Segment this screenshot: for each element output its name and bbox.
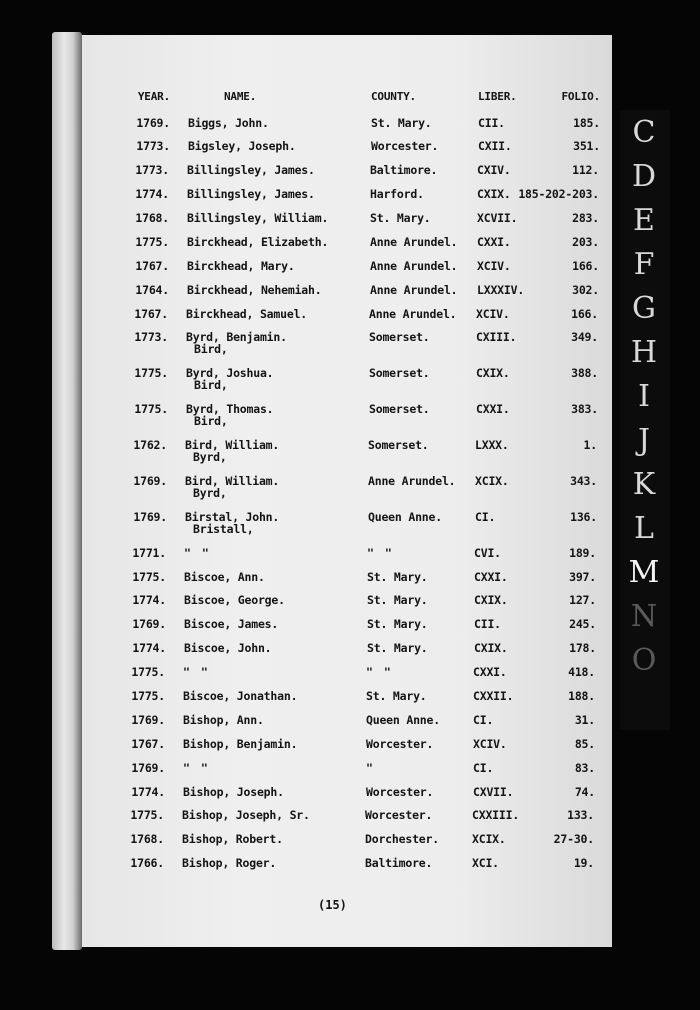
row-county: Somerset. [368, 438, 429, 452]
row-year: 1774. [132, 641, 166, 655]
row-liber: CVI. [474, 546, 501, 560]
row-folio: 418. [568, 665, 595, 679]
row-county: " " [367, 546, 394, 560]
row-folio: 74. [574, 785, 595, 799]
row-folio: 185. [573, 116, 600, 130]
row-county: Baltimore. [365, 856, 433, 870]
row-name: Bird, William. [185, 474, 280, 488]
index-tab-l: L [634, 511, 654, 546]
row-folio: 166. [571, 307, 598, 321]
index-tab-d: D [631, 159, 657, 194]
row-name: " " [184, 546, 211, 560]
row-year: 1762. [133, 438, 167, 452]
row-liber: CXXI. [476, 402, 510, 416]
row-year: 1767. [131, 737, 165, 751]
row-folio: 112. [572, 163, 599, 177]
row-county: St. Mary. [371, 116, 432, 130]
row-year: 1769. [133, 510, 167, 524]
index-tab-f: F [633, 247, 655, 282]
row-year: 1774. [132, 593, 166, 607]
row-county: Somerset. [369, 402, 430, 416]
row-name: Bishop, Joseph. [183, 785, 284, 799]
row-county: St. Mary. [366, 689, 427, 703]
row-name: Birckhead, Mary. [187, 259, 295, 273]
row-year: 1769. [136, 116, 170, 130]
row-liber: CXIX. [474, 641, 508, 655]
row-year: 1775. [135, 235, 169, 249]
row-county: " " [366, 665, 393, 679]
row-folio: 166. [572, 259, 599, 273]
row-county: Anne Arundel. [370, 283, 458, 297]
row-liber: XCIV. [476, 307, 510, 321]
row-folio: 31. [574, 713, 595, 727]
row-county: Worcester. [366, 737, 434, 751]
index-tab-k: K [632, 467, 656, 502]
row-year: 1766. [130, 856, 164, 870]
row-folio: 85. [574, 737, 595, 751]
row-name: " " [183, 665, 210, 679]
index-tabs [620, 110, 670, 730]
row-year: 1775. [134, 366, 168, 380]
row-name: Biscoe, George. [184, 593, 285, 607]
header-year: YEAR. [137, 90, 170, 103]
index-tab-c: C [632, 115, 656, 150]
row-liber: CI. [473, 761, 494, 775]
row-liber: CII. [474, 617, 501, 631]
row-folio: 136. [570, 510, 597, 524]
row-name: Biscoe, Jonathan. [183, 689, 298, 703]
row-year: 1769. [132, 617, 166, 631]
row-county: Dorchester. [365, 832, 439, 846]
row-county: Somerset. [369, 366, 430, 380]
row-folio: 127. [569, 593, 596, 607]
row-folio: 351. [573, 139, 600, 153]
row-county: Anne Arundel. [369, 307, 457, 321]
row-liber: CXXI. [473, 665, 507, 679]
row-year: 1768. [135, 211, 169, 225]
row-name: Bishop, Ann. [183, 713, 264, 727]
index-tab-e: E [633, 203, 655, 238]
row-name: Bishop, Robert. [182, 832, 283, 846]
row-county: Queen Anne. [366, 713, 440, 727]
row-name: Biscoe, John. [184, 641, 272, 655]
index-tab-h: H [630, 335, 658, 370]
row-year: 1768. [130, 832, 164, 846]
row-alternate-name: Bird, [194, 342, 228, 356]
row-county: Anne Arundel. [368, 474, 456, 488]
row-county: Anne Arundel. [370, 235, 458, 249]
row-liber: CXVII. [473, 785, 514, 799]
row-county: Somerset. [369, 330, 430, 344]
row-year: 1771. [132, 546, 166, 560]
row-year: 1775. [131, 665, 165, 679]
index-tab-g: G [632, 291, 656, 326]
row-folio: 349. [571, 330, 598, 344]
row-name: " " [183, 761, 210, 775]
row-county: St. Mary. [370, 211, 431, 225]
row-liber: CII. [478, 116, 505, 130]
index-tab-o: O [631, 643, 657, 678]
row-liber: LXXXIV. [477, 283, 525, 297]
row-county: Worcester. [365, 808, 433, 822]
row-folio: 189. [569, 546, 596, 560]
row-liber: CXIX. [474, 593, 508, 607]
row-liber: CXIV. [477, 163, 511, 177]
row-county: St. Mary. [367, 617, 428, 631]
row-folio: 27-30. [553, 832, 594, 846]
row-name: Bird, William. [185, 438, 280, 452]
row-liber: XCIV. [477, 259, 511, 273]
row-year: 1775. [131, 689, 165, 703]
row-folio: 203. [572, 235, 599, 249]
row-folio: 388. [571, 366, 598, 380]
row-name: Biggs, John. [188, 116, 269, 130]
row-alternate-name: Byrd, [193, 486, 227, 500]
row-alternate-name: Bird, [194, 414, 228, 428]
row-alternate-name: Byrd, [193, 450, 227, 464]
row-county: St. Mary. [367, 641, 428, 655]
row-name: Biscoe, Ann. [184, 570, 265, 584]
row-folio: 283. [572, 211, 599, 225]
row-folio: 245. [569, 617, 596, 631]
row-liber: XCI. [472, 856, 499, 870]
row-folio: 188. [568, 689, 595, 703]
row-year: 1773. [134, 330, 168, 344]
row-name: Bishop, Roger. [182, 856, 277, 870]
book-binding [52, 32, 82, 950]
row-year: 1767. [135, 259, 169, 273]
row-county: Worcester. [371, 139, 439, 153]
row-name: Byrd, Joshua. [186, 366, 274, 380]
row-liber: XCIX. [475, 474, 509, 488]
row-year: 1775. [132, 570, 166, 584]
row-year: 1774. [131, 785, 165, 799]
row-alternate-name: Bristall, [193, 522, 254, 536]
row-name: Bishop, Benjamin. [183, 737, 298, 751]
row-name: Byrd, Benjamin. [186, 330, 287, 344]
row-county: Baltimore. [370, 163, 438, 177]
row-name: Billingsley, James. [187, 163, 315, 177]
index-tab-i: I [638, 379, 650, 414]
row-folio: 133. [567, 808, 594, 822]
index-tab-m: M [628, 555, 660, 590]
row-year: 1773. [136, 139, 170, 153]
row-county: Queen Anne. [368, 510, 442, 524]
row-name: Birckhead, Elizabeth. [187, 235, 329, 249]
row-folio: 343. [570, 474, 597, 488]
row-folio: 302. [572, 283, 599, 297]
header-liber: LIBER. [478, 90, 517, 103]
row-liber: XCIX. [472, 832, 506, 846]
row-name: Bigsley, Joseph. [188, 139, 296, 153]
row-county: St. Mary. [367, 593, 428, 607]
row-year: 1764. [135, 283, 169, 297]
row-year: 1767. [134, 307, 168, 321]
row-liber: CXXI. [477, 235, 511, 249]
row-name: Bishop, Joseph, Sr. [182, 808, 310, 822]
row-year: 1769. [133, 474, 167, 488]
row-folio: 178. [569, 641, 596, 655]
row-folio: 1. [583, 438, 597, 452]
row-folio: 83. [574, 761, 595, 775]
row-folio: 19. [573, 856, 594, 870]
row-county: St. Mary. [367, 570, 428, 584]
row-liber: CI. [473, 713, 494, 727]
row-county: " [366, 761, 375, 775]
index-tab-j: J [637, 423, 651, 458]
row-county: Harford. [370, 187, 424, 201]
row-name: Birstal, John. [185, 510, 280, 524]
row-folio: 185-202-203. [518, 187, 599, 201]
row-liber: CXII. [478, 139, 512, 153]
header-county: COUNTY. [371, 90, 416, 103]
page-number: (15) [318, 898, 347, 912]
row-name: Billingsley, James. [187, 187, 315, 201]
row-name: Birckhead, Samuel. [186, 307, 308, 321]
row-county: Anne Arundel. [370, 259, 458, 273]
row-county: Worcester. [366, 785, 434, 799]
header-name: NAME. [224, 90, 257, 103]
row-alternate-name: Bird, [194, 378, 228, 392]
index-tab-n: N [630, 599, 658, 634]
row-liber: CXXII. [473, 689, 514, 703]
row-liber: CXIX. [476, 366, 510, 380]
row-liber: CI. [475, 510, 496, 524]
row-name: Byrd, Thomas. [186, 402, 274, 416]
row-name: Biscoe, James. [184, 617, 279, 631]
row-folio: 383. [571, 402, 598, 416]
header-folio: FOLIO. [561, 90, 600, 103]
row-liber: XCVII. [477, 211, 518, 225]
row-liber: XCIV. [473, 737, 507, 751]
row-liber: CXIX. [477, 187, 511, 201]
row-year: 1769. [131, 713, 165, 727]
row-name: Billingsley, William. [187, 211, 329, 225]
row-liber: CXIII. [476, 330, 517, 344]
row-year: 1775. [130, 808, 164, 822]
row-year: 1769. [131, 761, 165, 775]
row-liber: LXXX. [475, 438, 509, 452]
row-year: 1775. [134, 402, 168, 416]
row-liber: CXXIII. [472, 808, 520, 822]
row-name: Birckhead, Nehemiah. [187, 283, 322, 297]
row-year: 1774. [135, 187, 169, 201]
row-year: 1773. [135, 163, 169, 177]
row-liber: CXXI. [474, 570, 508, 584]
row-folio: 397. [569, 570, 596, 584]
